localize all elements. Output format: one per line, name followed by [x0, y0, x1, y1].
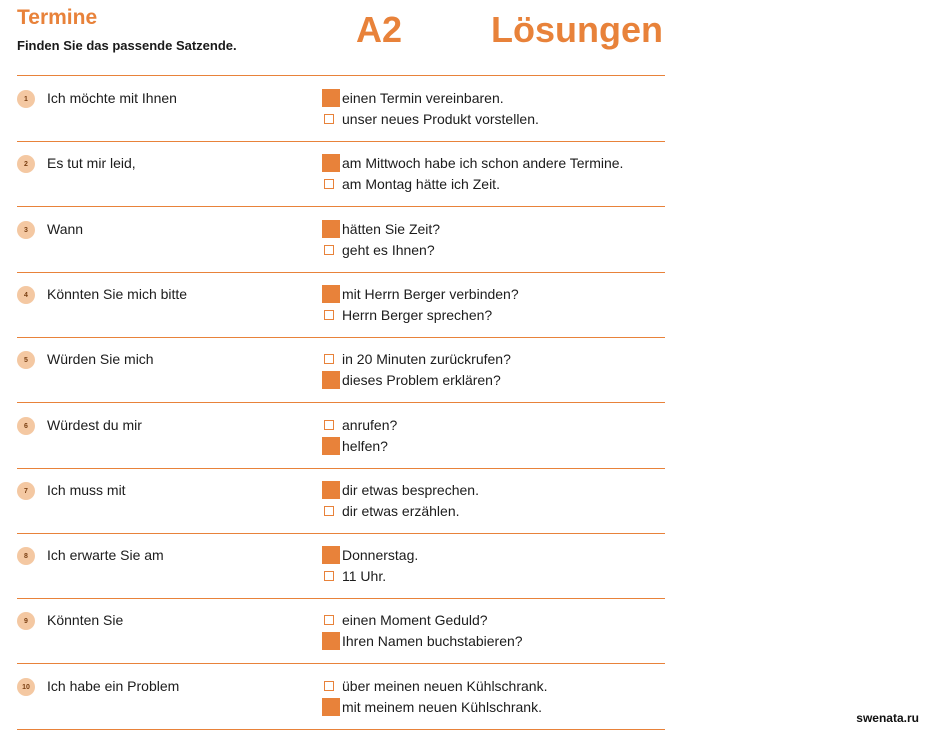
option-label: helfen? [342, 438, 388, 454]
answer-option[interactable] [322, 88, 504, 108]
checkbox[interactable] [324, 310, 334, 320]
checked-checkbox[interactable] [322, 89, 340, 107]
checkbox[interactable] [324, 354, 334, 364]
level-label: A2 [356, 9, 403, 50]
option-label: geht es Ihnen? [342, 242, 435, 258]
checked-checkbox[interactable] [322, 698, 340, 716]
row-divider [17, 598, 665, 599]
checked-checkbox[interactable] [322, 632, 340, 650]
sentence-start: Würden Sie mich [47, 351, 154, 367]
sentence-start: Würdest du mir [47, 417, 142, 433]
answer-option[interactable] [322, 219, 440, 239]
checked-checkbox[interactable] [322, 437, 340, 455]
answer-option[interactable] [322, 370, 501, 390]
checkbox[interactable] [324, 571, 334, 581]
answers-label: Lösungen [491, 9, 663, 50]
option-label: mit meinem neuen Kühlschrank. [342, 699, 542, 715]
sentence-start: Könnten Sie mich bitte [47, 286, 188, 302]
row-divider [17, 663, 665, 664]
checked-checkbox[interactable] [322, 546, 340, 564]
checked-checkbox[interactable] [322, 371, 340, 389]
option-label: anrufen? [342, 417, 398, 433]
option-label: einen Moment Geduld? [342, 612, 488, 628]
item-number-badge: 10 [17, 678, 35, 696]
answer-option[interactable] [322, 501, 460, 521]
option-label: hätten Sie Zeit? [342, 221, 441, 237]
option-label: am Montag hätte ich Zeit. [342, 176, 500, 192]
checked-checkbox[interactable] [322, 220, 340, 238]
checkbox[interactable] [324, 506, 334, 516]
answer-option[interactable] [322, 349, 511, 369]
answer-option[interactable] [322, 480, 479, 500]
row-divider [17, 402, 665, 403]
sentence-start: Wann [47, 221, 84, 237]
checked-checkbox[interactable] [322, 154, 340, 172]
answer-option[interactable] [322, 153, 623, 173]
checkbox[interactable] [324, 245, 334, 255]
top-divider [17, 75, 665, 76]
item-number-badge: 9 [17, 612, 35, 630]
item-number-badge: 7 [17, 482, 35, 500]
checkbox[interactable] [324, 615, 334, 625]
answer-option[interactable] [322, 284, 519, 304]
sentence-start: Ich möchte mit Ihnen [47, 90, 177, 106]
row-divider [17, 206, 665, 207]
instruction-text: Finden Sie das passende Satzende. [17, 38, 237, 53]
checkbox[interactable] [324, 420, 334, 430]
sentence-start: Ich habe ein Problem [47, 678, 180, 694]
sentence-start: Ich muss mit [47, 482, 126, 498]
option-label: Herrn Berger sprechen? [342, 307, 493, 323]
answer-option[interactable] [322, 174, 500, 194]
answer-option[interactable] [322, 109, 539, 129]
option-label: unser neues Produkt vorstellen. [342, 111, 539, 127]
answer-option[interactable] [322, 697, 542, 717]
item-number-badge: 2 [17, 155, 35, 173]
option-label: einen Termin vereinbaren. [342, 90, 504, 106]
answer-option[interactable] [322, 610, 488, 630]
answer-option[interactable] [322, 436, 388, 456]
checkbox[interactable] [324, 179, 334, 189]
sentence-start: Es tut mir leid, [47, 155, 136, 171]
answer-option[interactable] [322, 415, 397, 435]
checkbox[interactable] [324, 114, 334, 124]
page-title: Termine [17, 6, 98, 29]
option-label: über meinen neuen Kühlschrank. [342, 678, 548, 694]
row-divider [17, 468, 665, 469]
checked-checkbox[interactable] [322, 481, 340, 499]
row-divider [17, 141, 665, 142]
row-divider [17, 272, 665, 273]
item-number-badge: 3 [17, 221, 35, 239]
row-divider [17, 729, 665, 730]
item-number-badge: 4 [17, 286, 35, 304]
answer-option[interactable] [322, 240, 435, 260]
option-label: 11 Uhr. [342, 568, 387, 584]
option-label: Donnerstag. [342, 547, 419, 563]
item-number-badge: 1 [17, 90, 35, 108]
item-number-badge: 6 [17, 417, 35, 435]
row-divider [17, 337, 665, 338]
checked-checkbox[interactable] [322, 285, 340, 303]
option-label: am Mittwoch habe ich schon andere Termine. [342, 155, 624, 171]
option-label: dir etwas erzählen. [342, 503, 460, 519]
checkbox[interactable] [324, 681, 334, 691]
watermark: swenata.ru [856, 711, 919, 725]
answer-option[interactable] [322, 631, 523, 651]
answer-option[interactable] [322, 566, 386, 586]
option-label: mit Herrn Berger verbinden? [342, 286, 519, 302]
answer-option[interactable] [322, 545, 418, 565]
sentence-start: Könnten Sie [47, 612, 124, 628]
item-number-badge: 8 [17, 547, 35, 565]
option-label: in 20 Minuten zurückrufen? [342, 351, 511, 367]
row-divider [17, 533, 665, 534]
item-number-badge: 5 [17, 351, 35, 369]
option-label: dieses Problem erklären? [342, 372, 501, 388]
option-label: dir etwas besprechen. [342, 482, 479, 498]
answer-option[interactable] [322, 305, 492, 325]
sentence-start: Ich erwarte Sie am [47, 547, 164, 563]
option-label: Ihren Namen buchstabieren? [342, 633, 523, 649]
answer-option[interactable] [322, 676, 547, 696]
